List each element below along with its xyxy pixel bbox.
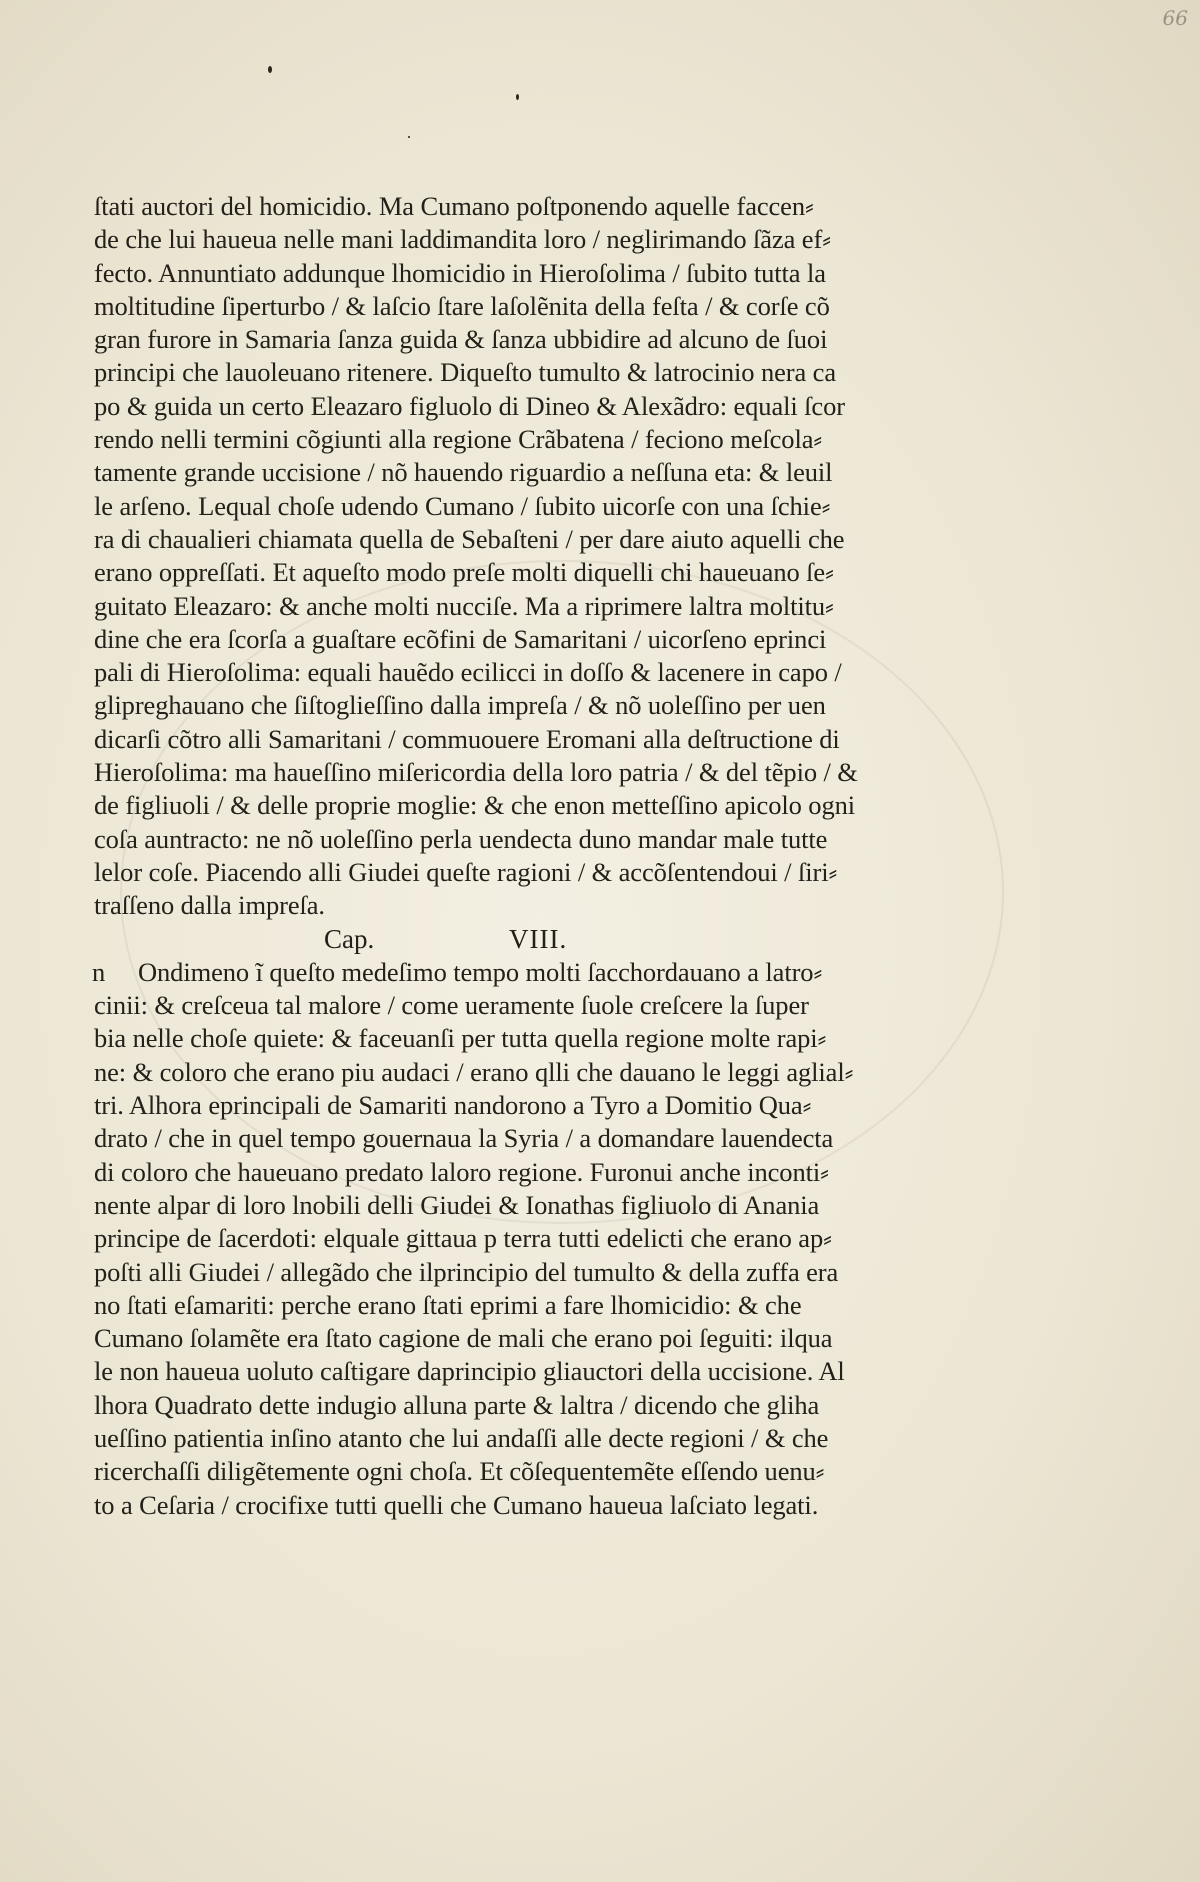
text-line: le non haueua uoluto caſtigare daprincipio gliauctori della uccisione. Al [94,1356,845,1387]
chapter-heading [94,923,939,956]
text-line: no ſtati eſamariti: perche erano ſtati eprimi a fare lhomicidio: & che [94,1289,802,1320]
text-line: lhora Quadrato dette indugio alluna parte & laltra / dicendo che gliha [94,1389,820,1420]
text-line: ueſſino patientia inſino atanto che lui andaſſi alle decte regioni / & che [94,1422,829,1453]
text-line: traſſeno dalla impreſa. [94,890,325,921]
first-text-line [94,956,939,989]
text-line: gran furore in Samaria ſanza guida & ſanza ubbidire ad alcuno de ſuoi [94,324,828,355]
text-line: tri. Alhora eprincipali de Samariti nandorono a Tyro a Domitio Qua⸗ [94,1090,812,1121]
text-line: po & guida un certo Eleazaro figluolo di Dineo & Alexãdro: equali ſcor [94,390,845,421]
text-line: principi che lauoleuano ritenere. Diqueſto tumulto & latrocinio nera ca [94,357,836,388]
text-line: rendo nelli termini cõgiunti alla regione Crãbatena / feciono meſcola⸗ [94,424,823,455]
text-line: nente alpar di loro lnobili delli Giudei & Ionathas figliuolo di Anania [94,1189,820,1220]
text-line: Hieroſolima: ma haueſſino miſericordia della loro patria / & del tẽpio / & [94,757,858,788]
text-line: tamente grande uccisione / nõ hauendo riguardio a neſſuna eta: & leuil [94,457,833,488]
text-line: ſtati auctori del homicidio. Ma Cumano poſtponendo aquelle faccen⸗ [94,191,814,221]
text-line: le arſeno. Lequal choſe udendo Cumano / ſubito uicorſe con una ſchie⸗ [94,490,831,521]
text-line: dicarſi cõtro alli Samaritani / commuouere Eromani alla deſtructione di [94,723,840,754]
text-line: principe de ſacerdoti: elquale gittaua p terra tutti edelicti che erano ap⸗ [94,1223,832,1254]
text-line: dine che era ſcorſa a guaſtare ecõfini de Samaritani / uicorſeno eprinci [94,623,827,654]
chapter-label: Cap. [324,923,375,954]
text-line: guitato Eleazaro: & anche molti nucciſe. Ma a riprimere laltra moltitu⸗ [94,590,834,621]
chapter-number: VIII. [509,923,568,954]
text-line: glipreghauano che ſiſtoglieſſino dalla impreſa / & nõ uoleſſino per uen [94,690,826,721]
text-line: fecto. Annuntiato addunque lhomicidio in Hieroſolima / ſubito tutta la [94,257,826,288]
paragraph-2 [94,956,939,1522]
guide-letter: n [92,956,106,987]
text-line: ricerchaſſi diligẽtemente ogni choſa. Et cõſequentemẽte eſſendo uenu⸗ [94,1456,825,1487]
first-line-text: Ondimeno ĩ queſto medeſimo tempo molti ſacchordauano a latro⸗ [138,956,823,987]
text-line: di coloro che haueuano predato laloro regione. Furonui anche inconti⸗ [94,1156,829,1187]
text-line: bia nelle choſe quiete: & faceuanſi per tutta quella regione molte rapi⸗ [94,1023,827,1054]
text-line: lelor coſe. Piacendo alli Giudei queſte ragioni / & accõſentendoui / ſiri⸗ [94,856,838,887]
text-line: drato / che in quel tempo gouernaua la Syria / a domandare lauendecta [94,1123,834,1154]
paragraph-1 [94,190,939,923]
text-line: Cumano ſolamẽte era ſtato cagione de mali che erano poi ſeguiti: ilqua [94,1323,833,1354]
text-line: coſa auntracto: ne nõ uoleſſino perla uendecta duno mandar male tutte [94,823,828,854]
text-line: poſti alli Giudei / allegãdo che ilprincipio del tumulto & della zuffa era [94,1256,839,1287]
main-text-block [94,190,939,1522]
folio-number: 66 [1162,6,1188,30]
text-line: cinii: & creſceua tal malore / come ueramente ſuole creſcere la ſuper [94,990,809,1021]
text-line: pali di Hieroſolima: equali hauẽdo ecilicci in doſſo & lacenere in capo / [94,657,842,688]
text-line: ne: & coloro che erano piu audaci / erano qlli che dauano le leggi aglial⸗ [94,1056,854,1087]
text-line: de figliuoli / & delle proprie moglie: & che enon metteſſino apicolo ogni [94,790,856,821]
ink-speck [268,66,272,73]
text-line: ra di chaualieri chiamata quella de Sebaſteni / per dare aiuto aquelli che [94,523,845,554]
text-line: to a Ceſaria / crocifixe tutti quelli che Cumano haueua laſciato legati. [94,1489,819,1520]
text-line: erano oppreſſati. Et aqueſto modo preſe molti diquelli chi haueuano ſe⸗ [94,557,834,588]
text-line: de che lui haueua nelle mani laddimandita loro / neglirimando ſãza ef⸗ [94,224,831,255]
ink-speck [408,136,410,138]
ink-speck [516,94,519,100]
text-line: moltitudine ſiperturbo / & laſcio ſtare laſolẽnita della feſta / & corſe cõ [94,290,830,321]
